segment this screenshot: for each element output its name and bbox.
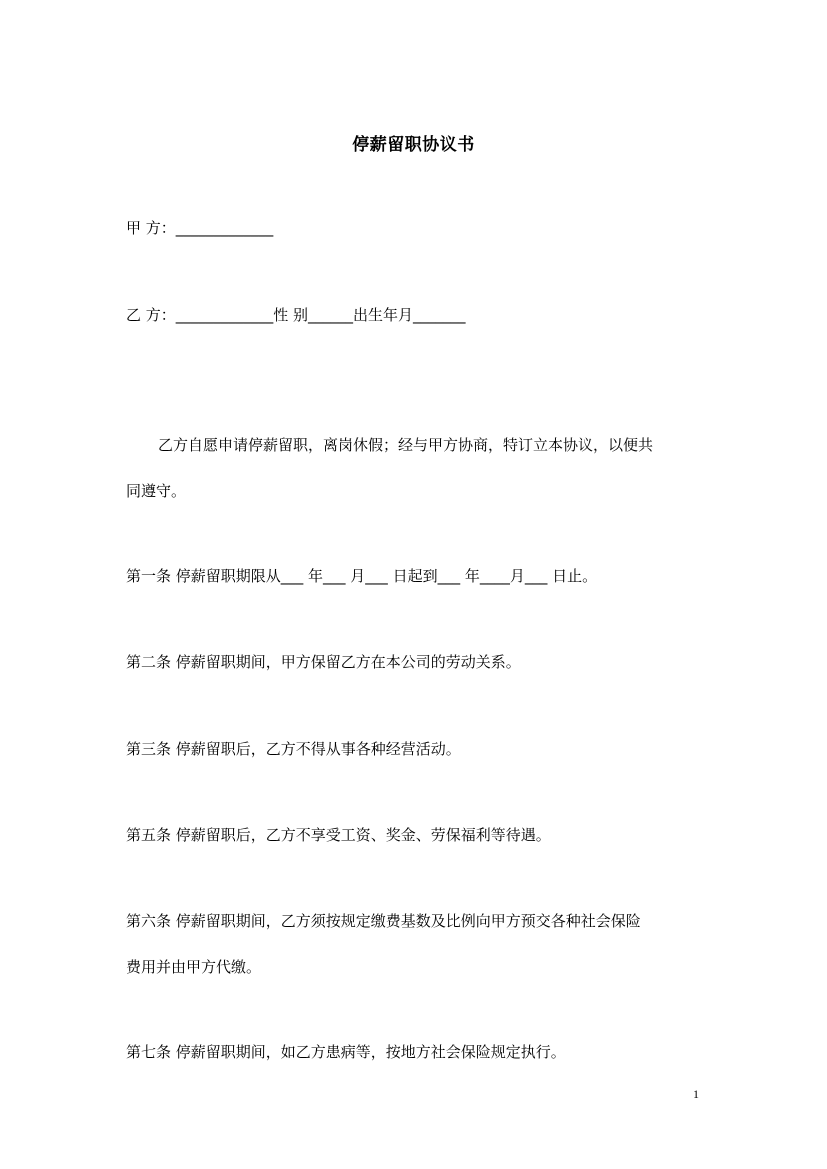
party-a-line: 甲 方：_____________ (126, 219, 274, 237)
article-2: 第二条 停薪留职期间，甲方保留乙方在本公司的劳动关系。 (126, 653, 521, 671)
article-1: 第一条 停薪留职期限从___ 年___ 月___ 日起到___ 年____月___ 日止。 (126, 567, 598, 585)
intro-line-2: 同遵守。 (126, 482, 187, 500)
article-6-line-1: 第六条 停薪留职期间，乙方须按规定缴费基数及比例向甲方预交各种社会保险 (126, 912, 641, 930)
article-7: 第七条 停薪留职期间，如乙方患病等，按地方社会保险规定执行。 (126, 1043, 566, 1061)
article-6-line-2: 费用并由甲方代缴。 (126, 958, 262, 976)
page-number: 1 (693, 1087, 699, 1101)
article-5: 第五条 停薪留职后，乙方不享受工资、奖金、劳保福利等待遇。 (126, 826, 551, 844)
intro-paragraph (126, 435, 706, 501)
party-b-line: 乙 方：_____________性 别______出生年月_______ (126, 306, 466, 324)
document-title: 停薪留职协议书 (352, 135, 475, 155)
article-3: 第三条 停薪留职后，乙方不得从事各种经营活动。 (126, 740, 461, 758)
intro-line-1: 乙方自愿申请停薪留职，离岗休假；经与甲方协商，特订立本协议，以便共 (158, 436, 654, 454)
